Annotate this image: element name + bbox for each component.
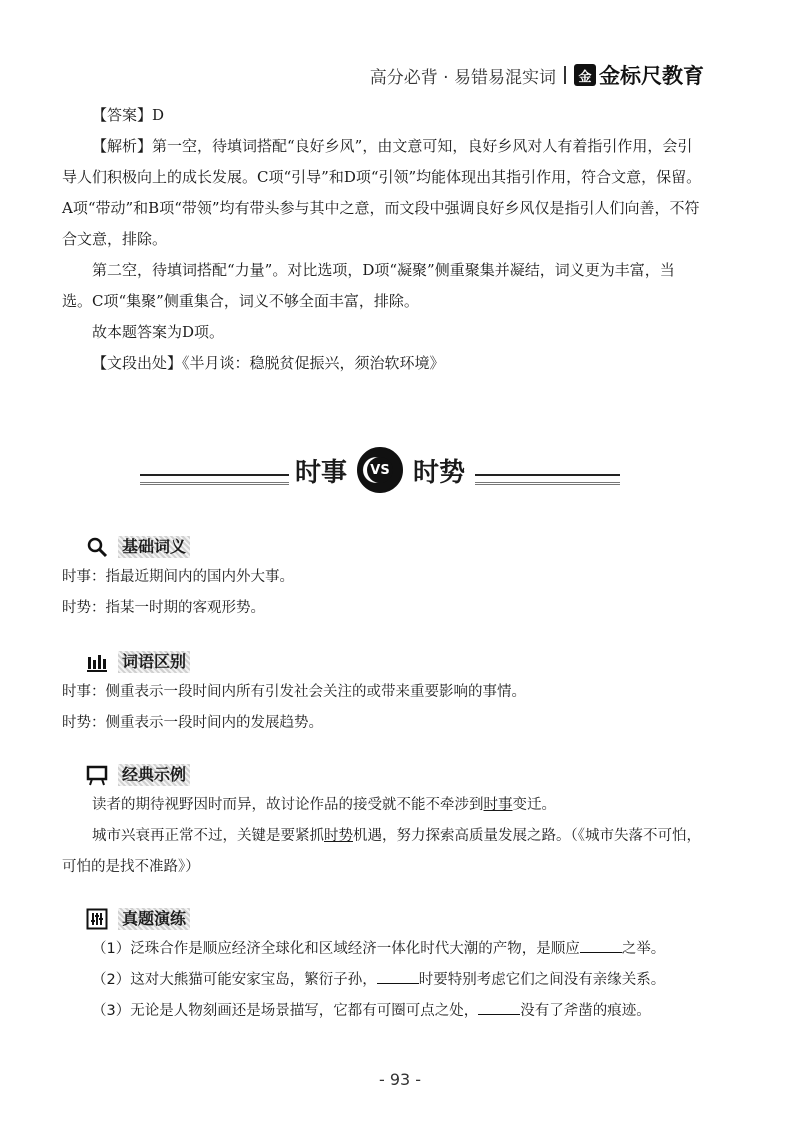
underlined-word: 时势 (324, 828, 353, 844)
bar-chart-icon (86, 651, 108, 673)
question-1: （1）泛珠合作是顺应经济全球化和区域经济一体化时代大潮的产物，是顺应 之举。 (62, 934, 712, 965)
title-left-word: 时事 (294, 457, 347, 488)
header-divider (564, 66, 566, 84)
example-1: 读者的期待视野因时而异，故讨论作品的接受就不能不牵涉到时事变迁。 (92, 797, 556, 813)
magnifier-icon (86, 536, 108, 558)
answer-line: 【答案】D (92, 106, 165, 124)
difference-section (62, 647, 712, 739)
vs-label: VS (367, 457, 393, 483)
difference-line-2: 时势：侧重表示一段时间内的发展趋势。 (62, 715, 323, 731)
examples-section (62, 760, 712, 883)
analysis-paragraph-1: 【解析】第一空，待填词搭配“良好乡风”，由文意可知，良好乡风对人有着指引作用，会引导人们积极向上的成长发展。C项“引导”和D项“引领”均能体现出其指引作用，符合文意，保留。A项“带动”和B项“带领”均有带头参与其中之意，而文段中强调良好乡风仅是指引人们向善，不符合文意，排除。 (62, 137, 702, 248)
page-number: - 93 - (378, 1070, 422, 1089)
basic-meaning-section (62, 532, 712, 624)
word-pair-title (140, 445, 620, 495)
board-icon (86, 764, 108, 786)
difference-line-1: 时事：侧重表示一段时间内所有引发社会关注的或带来重要影响的事情。 (62, 684, 526, 700)
page-header (370, 60, 704, 90)
title-right-word: 时势 (413, 457, 466, 488)
vs-badge-icon (357, 447, 403, 493)
section-heading: 词语区别 (118, 651, 190, 673)
answer-blank (580, 938, 622, 953)
series-title: 高分必背 · 易错易混实词 (369, 67, 556, 88)
underlined-word: 时事 (483, 797, 513, 813)
conclusion-line: 故本题答案为D项。 (92, 323, 225, 341)
title-decoration-left (140, 474, 300, 485)
brand (574, 60, 704, 90)
answer-section (62, 100, 702, 379)
section-heading: 基础词义 (118, 536, 190, 558)
brand-name: 金标尺教育 (599, 64, 704, 88)
title-decoration-right (475, 474, 620, 485)
answer-blank (478, 1000, 520, 1015)
question-2: （2）这对大熊猫可能安家宝岛，繁衍子孙， 时要特别考虑它们之间没有亲缘关系。 (62, 965, 712, 996)
definition-line-1: 时事：指最近期间内的国内外大事。 (62, 569, 294, 585)
equalizer-icon (86, 908, 108, 930)
analysis-paragraph-2: 第二空，待填词搭配“力量”。对比选项，D项“凝聚”侧重聚集并凝结，词义更为丰富，当选。C项“集聚”侧重集合，词义不够全面丰富，排除。 (62, 261, 675, 310)
source-line: 【文段出处】《半月谈：稳脱贫促振兴，须治软环境》 (92, 354, 445, 372)
question-3: （3）无论是人物刻画还是场景描写，它都有可圈可点之处， 没有了斧凿的痕迹。 (62, 996, 712, 1027)
definition-line-2: 时势：指某一时期的客观形势。 (62, 600, 265, 616)
practice-section (62, 904, 712, 1027)
section-heading: 真题演练 (118, 908, 190, 930)
section-heading: 经典示例 (118, 764, 190, 786)
answer-blank (377, 969, 419, 984)
example-2: 城市兴衰再正常不过，关键是要紧抓时势机遇，努力探索高质量发展之路。（《城市失落不可怕，可怕的是找不准路》） (62, 828, 701, 875)
brand-logo-icon: 金 (574, 64, 596, 86)
